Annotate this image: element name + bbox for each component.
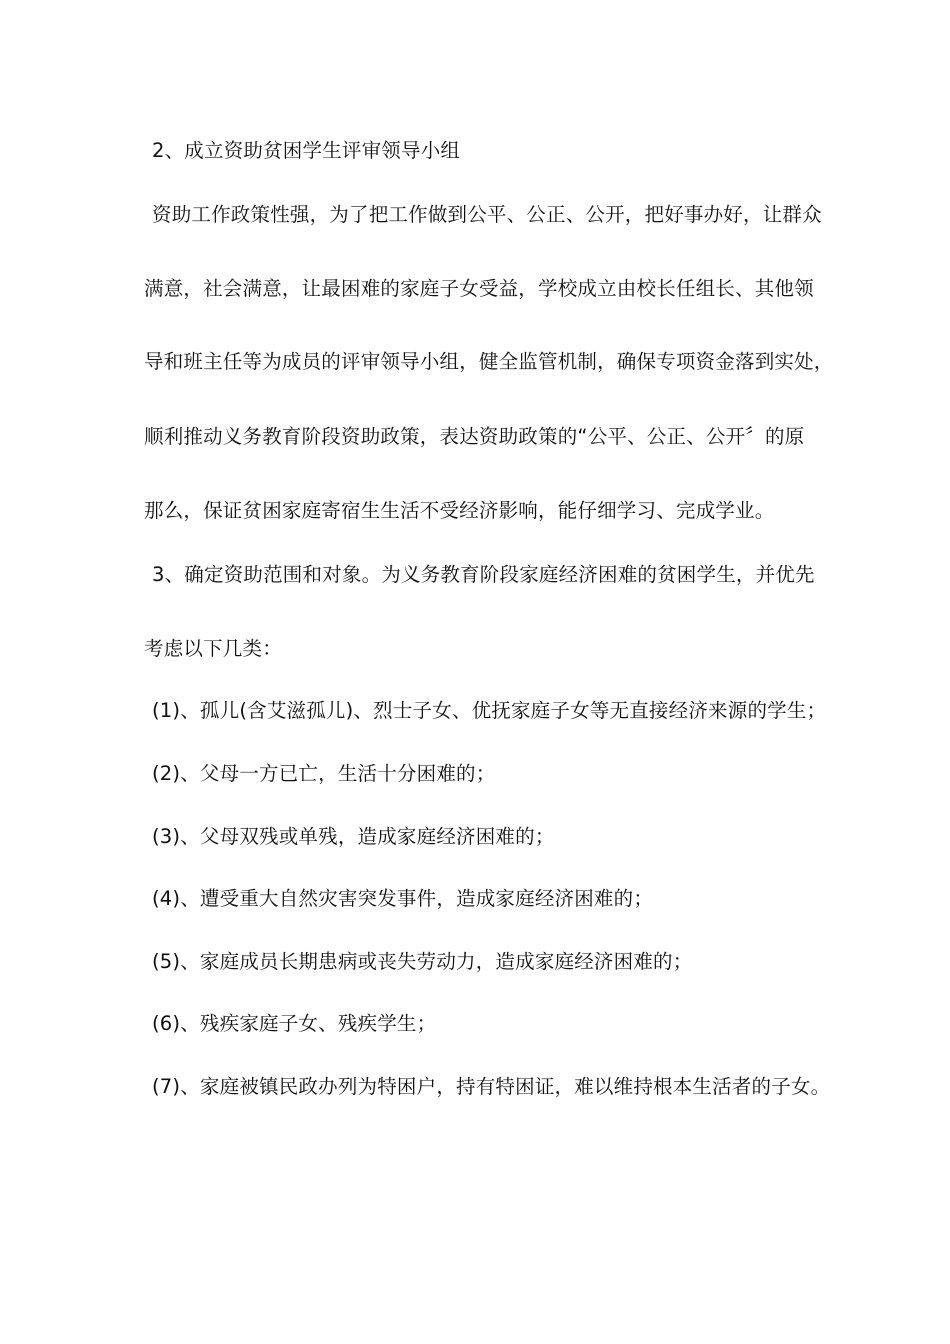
criteria-list-item: (4)、遭受重大自然灾害突发事件，造成家庭经济困难的； — [152, 887, 654, 910]
criteria-list-item: (7)、家庭被镇民政办列为特困户，持有特困证，难以维持根本生活者的子女。 — [152, 1075, 831, 1098]
criteria-list-item: (6)、残疾家庭子女、残疾学生； — [152, 1012, 437, 1035]
section-3-heading: 3、确定资助范围和对象。为义务教育阶段家庭经济困难的贫困学生，并优先 — [152, 563, 815, 586]
criteria-list-item: (5)、家庭成员长期患病或丧失劳动力，造成家庭经济困难的； — [152, 950, 693, 973]
criteria-list-item: (1)、孤儿(含艾滋孤儿)、烈士子女、优抚家庭子女等无直接经济来源的学生； — [152, 699, 827, 722]
criteria-list-item: (2)、父母一方已亡，生活十分困难的； — [152, 762, 496, 785]
section-2-paragraph-line: 那么，保证贫困家庭寄宿生生活不受经济影响，能仔细学习、完成学业。 — [144, 499, 775, 522]
section-3-heading-continuation: 考虑以下几类： — [144, 637, 282, 660]
criteria-list-item: (3)、父母双残或单残，造成家庭经济困难的； — [152, 825, 555, 848]
section-2-paragraph-line: 资助工作政策性强，为了把工作做到公平、公正、公开，把好事办好，让群众 — [152, 203, 822, 226]
section-2-heading: 2、成立资助贫困学生评审领导小组 — [152, 139, 461, 162]
section-2-paragraph-line: 导和班主任等为成员的评审领导小组，健全监管机制，确保专项资金落到实处， — [144, 350, 834, 373]
section-2-paragraph-line: 顺利推动义务教育阶段资助政策，表达资助政策的“公平、公正、公开〞的原 — [144, 425, 805, 448]
section-2-paragraph-line: 满意，社会满意，让最困难的家庭子女受益，学校成立由校长任组长、其他领 — [144, 277, 814, 300]
